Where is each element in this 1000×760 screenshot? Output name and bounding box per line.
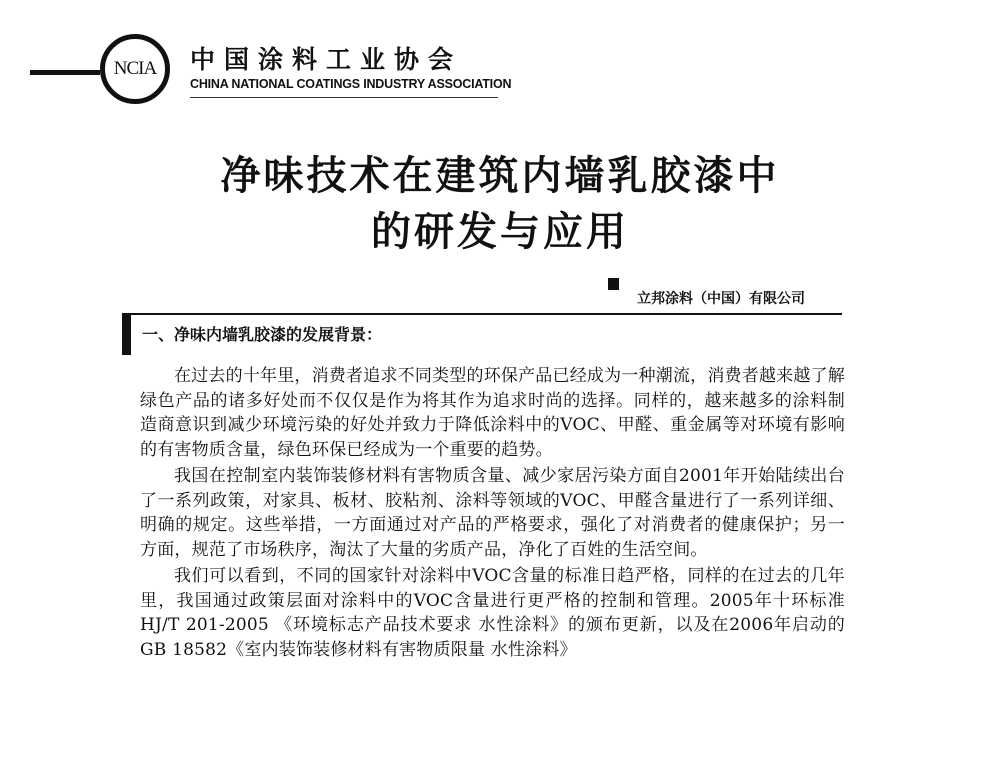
article-body — [140, 364, 845, 664]
author-bullet-icon — [608, 278, 619, 290]
paragraph: 我们可以看到，不同的国家针对涂料中VOC含量的标准日趋严格，同样的在过去的几年里，我国通过政策层面对涂料中的VOC含量进行更严格的控制和管理。2005年十环标准HJ/T 201-2005 《环境标志产品技术要求 水性涂料》的颁布更新，以及在2006年启动的GB 18582《室内装饰装修材料有害物质限量 水性涂料》 — [140, 565, 845, 660]
title-line-2: 的研发与应用 — [371, 209, 629, 255]
paragraph: 在过去的十年里，消费者追求不同类型的环保产品已经成为一种潮流，消费者越来越了解绿色产品的诸多好处而不仅仅是作为将其作为追求时尚的选择。同样的，越来越多的涂料制造商意识到减少环境污染的好处并致力于降低涂料中的VOC、甲醛、重金属等对环境有影响的有害物质含量，绿色环保已经成为一个重要的趋势。 — [140, 366, 845, 460]
author-affiliation: 立邦涂料（中国）有限公司 — [637, 291, 805, 307]
title-line-1: 净味技术在建筑内墙乳胶漆中 — [220, 153, 780, 199]
section-bar — [122, 313, 131, 355]
header-rule — [30, 70, 100, 75]
paragraph: 我国在控制室内装饰装修材料有害物质含量、减少家居污染方面自2001年开始陆续出台了一系列政策，对家具、板材、胶粘剂、涂料等领域的VOC、甲醛含量进行了一系列详细、明确的规定。这些举措，一方面通过对产品的严格要求，强化了对消费者的健康保护；另一方面，规范了市场秩序，淘汰了大量的劣质产品，净化了百姓的生活空间。 — [140, 465, 845, 560]
section-rule — [122, 313, 842, 315]
document-header — [0, 0, 1000, 120]
org-name-cn: 中国涂料工业协会 — [190, 45, 463, 74]
article-title — [0, 148, 1000, 260]
ncia-logo: NCIA — [100, 34, 170, 104]
org-name-en: CHINA NATIONAL COATINGS INDUSTRY ASSOCIATION — [190, 77, 512, 91]
org-underline — [190, 97, 498, 98]
section-heading: 一、净味内墙乳胶漆的发展背景： — [142, 325, 383, 344]
